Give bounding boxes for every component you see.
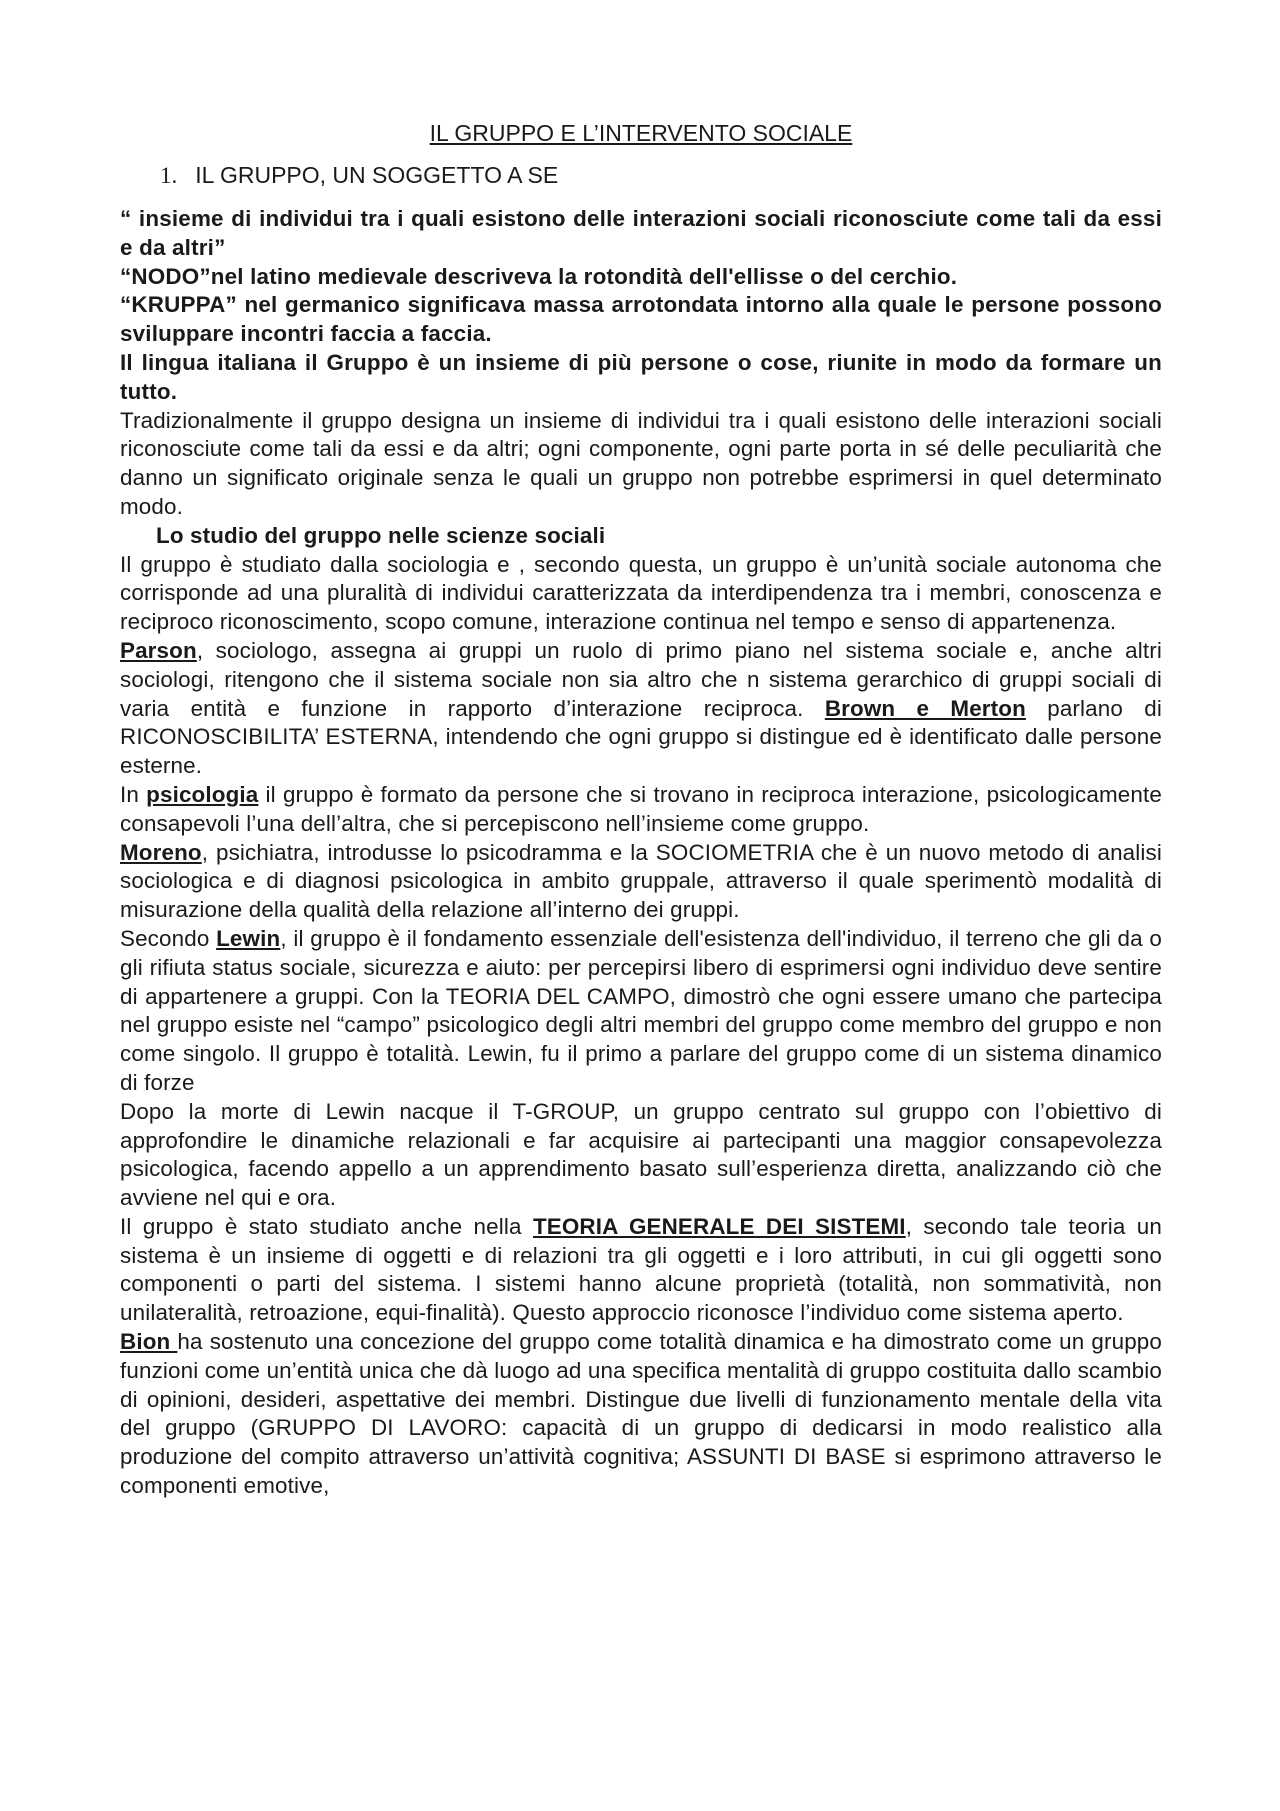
name-brown-merton: Brown e Merton bbox=[824, 695, 1026, 721]
bion-text: ha sostenuto una concezione del gruppo come totalità dinamica e ha dimostrato come un gruppo funzioni come un’entità unica che dà luogo ad una specifica mentalità di gruppo costituita dallo scambio di opinioni, desideri, aspettative dei membri. Distingue due livelli di funzionamento mentale della vita del gruppo (GRUPPO DI LAVORO: capacità di un gruppo di dedicarsi in modo realistico alla produzione del compito attraverso un’attività cognitiva; ASSUNTI DI BASE si esprimono attraverso le componenti emotive, bbox=[120, 1329, 1162, 1499]
paragraph-sociologia: Il gruppo è studiato dalla sociologia e , secondo questa, un gruppo è un’unità sociale autonoma che corrisponde ad una pluralità di individui caratterizzata da interdipendenza tra i membri, conoscenza e reciproco riconoscimento, scopo comune, interazione continua nel tempo e senso di appartenenza. bbox=[120, 551, 1162, 635]
body-text bbox=[120, 407, 1162, 1501]
paragraph-lewin bbox=[120, 925, 1162, 1098]
parson-text: , sociologo, assegna ai gruppi un ruolo di primo piano nel sistema sociale e, anche altri sociologi, ritengono che il sistema sociale non sia altro che n sistema gerarchico di gruppi sociali di varia entità e funzione in rapporto d’interazione reciproca. bbox=[120, 637, 1162, 721]
psicologia-text: il gruppo è formato da persone che si trovano in reciproca interazione, psicologicamente consapevoli l’una dell’altra, che si percepiscono nell’insieme come gruppo. bbox=[120, 781, 1162, 836]
name-bion: Bion bbox=[120, 1329, 178, 1355]
paragraph-tradizionalmente: Tradizionalmente il gruppo designa un insieme di individui tra i quali esistono delle interazioni sociali riconosciute come tali da essi e da altri; ogni componente, ogni parte porta in sé delle peculiarità che danno un significato originale senza le quali un gruppo non potrebbe esprimersi in quel determinato modo. bbox=[120, 407, 1162, 519]
document-page bbox=[120, 118, 1162, 1501]
term-psicologia: psicologia bbox=[146, 781, 259, 807]
psicologia-prefix: In bbox=[120, 781, 147, 807]
name-moreno: Moreno bbox=[120, 839, 202, 865]
term-teoria-sistemi: TEORIA GENERALE DEI SISTEMI bbox=[532, 1213, 906, 1239]
paragraph-bion bbox=[120, 1328, 1162, 1501]
moreno-text: , psichiatra, introdusse lo psicodramma e la SOCIOMETRIA che è un nuovo metodo di analisi sociologica e di diagnosi psicologica in ambito gruppale, attraverso il quale sperimentò modalità di misurazione della qualità della relazione all’interno dei gruppi. bbox=[120, 839, 1162, 923]
paragraph-parson bbox=[120, 637, 1162, 781]
definition-paragraph: Il lingua italiana il Gruppo è un insieme di più persone o cose, riunite in modo da formare un tutto. bbox=[120, 349, 1162, 404]
section-heading bbox=[160, 160, 1162, 191]
section-heading-text: IL GRUPPO, UN SOGGETTO A SE bbox=[195, 162, 559, 188]
lewin-text: , il gruppo è il fondamento essenziale dell'esistenza dell'individuo, il terreno che gli da o gli rifiuta status sociale, sicurezza e aiuto: per percepirsi libero di esprimersi ogni individuo deve sentire di appartenere a gruppi. Con la TEORIA DEL CAMPO, dimostrò che ogni essere umano che partecipa nel gruppo esiste nel “campo” psicologico degli altri membri del gruppo come membro del gruppo e non come singolo. Il gruppo è totalità. Lewin, fu il primo a parlare del gruppo come di un sistema dinamico di forze bbox=[120, 925, 1162, 1095]
sistemi-text: , secondo tale teoria un sistema è un insieme di oggetti e di relazioni tra gli oggetti e i loro attributi, in cui gli oggetti sono componenti o parti del sistema. I sistemi hanno alcune proprietà (totalità, non sommatività, non unilateralità, retroazione, equi-finalità). Questo approccio riconosce l’individuo come sistema aperto. bbox=[120, 1213, 1163, 1326]
sistemi-prefix: Il gruppo è stato studiato anche nella bbox=[120, 1213, 533, 1239]
definition-paragraph: “NODO”nel latino medievale descriveva la rotondità dell'ellisse o del cerchio. bbox=[120, 263, 958, 289]
definition-paragraph: “ insieme di individui tra i quali esistono delle interazioni sociali riconosciute come tali da essi e da altri” bbox=[120, 206, 1162, 260]
brown-merton-text: parlano di RICONOSCIBILITA’ ESTERNA, intendendo che ogni gruppo si distingue ed è identificato dalle persone esterne. bbox=[120, 695, 1162, 779]
name-lewin: Lewin bbox=[216, 925, 281, 951]
lewin-prefix: Secondo bbox=[120, 925, 217, 951]
definitions-block bbox=[120, 205, 1162, 407]
paragraph-moreno bbox=[120, 839, 1162, 925]
paragraph-psicologia bbox=[120, 781, 1162, 839]
section-number: 1. bbox=[160, 163, 178, 188]
paragraph-tgroup: Dopo la morte di Lewin nacque il T-GROUP, un gruppo centrato sul gruppo con l’obiettivo di approfondire le dinamiche relazionali e far acquisire ai partecipanti una maggior consapevolezza psicologica, facendo appello a un apprendimento basato sull’esperienza diretta, analizzando ciò che avviene nel qui e ora. bbox=[120, 1098, 1162, 1211]
subheading: Lo studio del gruppo nelle scienze sociali bbox=[156, 522, 606, 548]
paragraph-sistemi bbox=[120, 1213, 1162, 1328]
definition-paragraph: “KRUPPA” nel germanico significava massa arrotondata intorno alla quale le persone possono sviluppare incontri faccia a faccia. bbox=[120, 292, 1162, 347]
document-title: IL GRUPPO E L’INTERVENTO SOCIALE bbox=[429, 120, 853, 146]
name-parson: Parson bbox=[120, 637, 197, 663]
